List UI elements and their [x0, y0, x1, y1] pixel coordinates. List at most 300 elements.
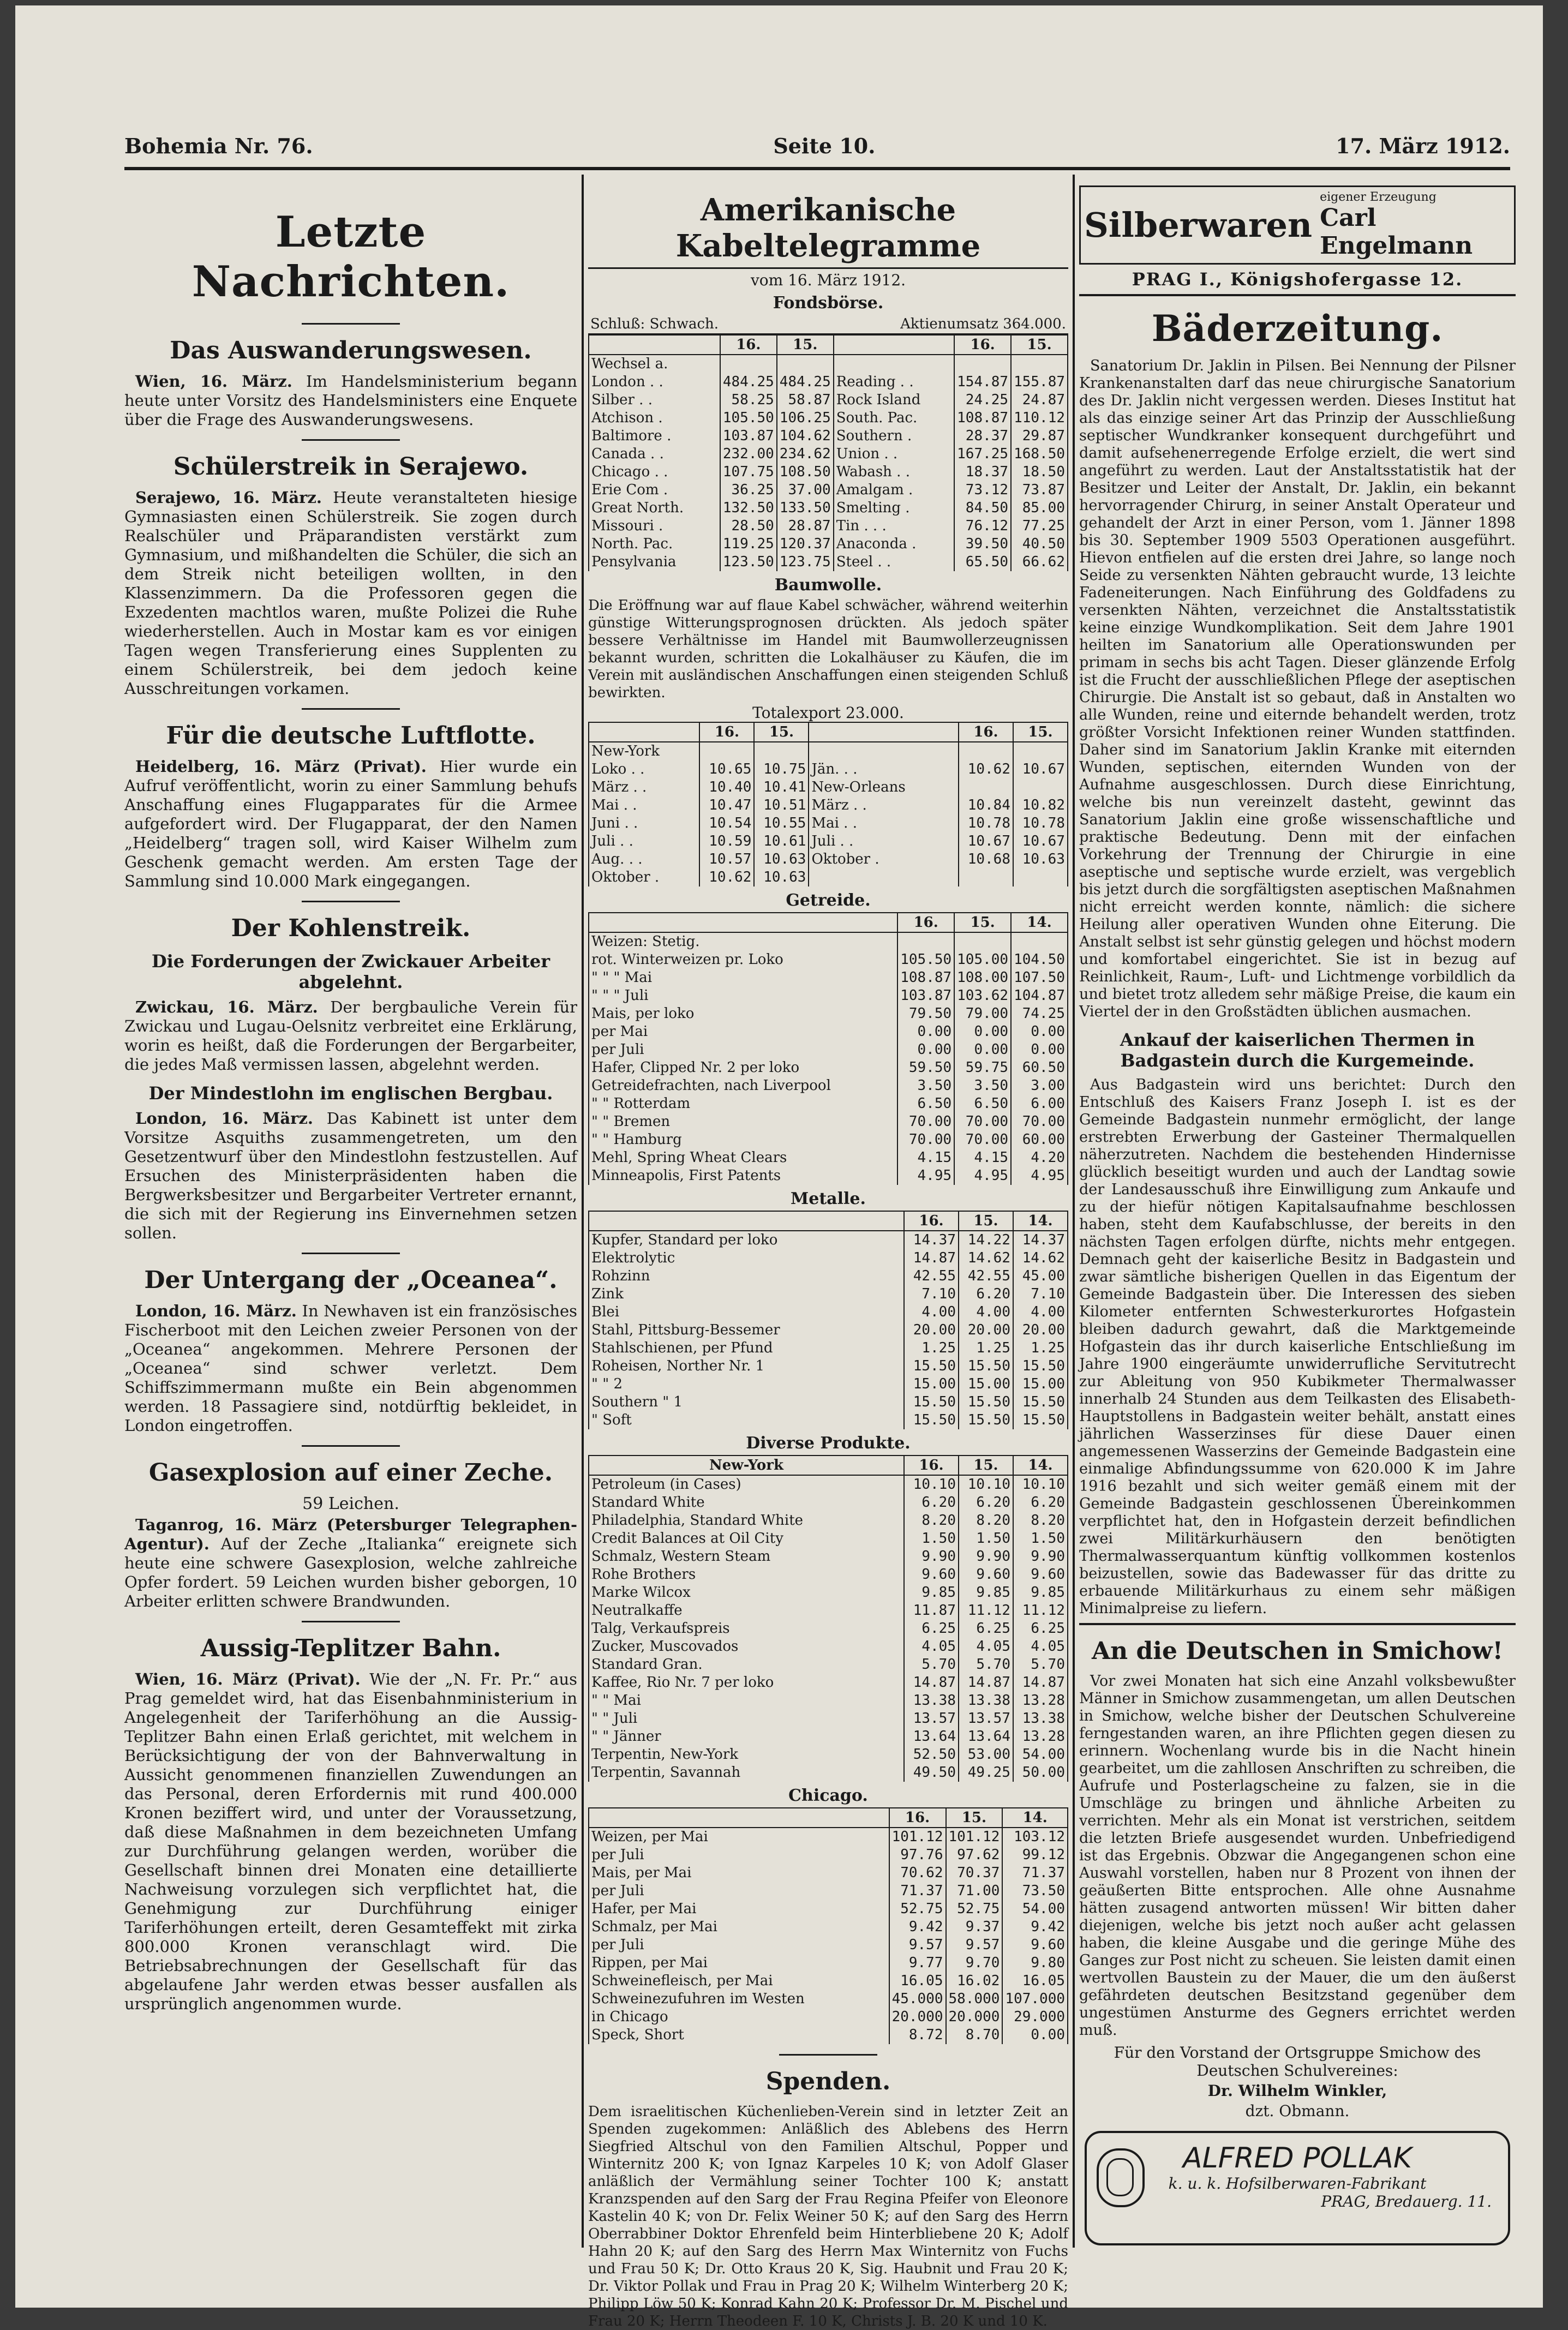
- table-cell: 15.50: [904, 1393, 959, 1411]
- article-body: Heidelberg, 16. März (Privat). Hier wurde ein Aufruf veröffentlicht, worin zu einer Sammlung behufs Anschaffung eines Flugapparates für die Armee aufgefordert wird. Der Flugapparat, der den Namen „Heidelberg“ tragen soll, wird Kaiser Wilhelm zum Geschenk gemacht werden. Am ersten Tage der Sammlung sind 10.000 Mark eingegangen.: [124, 757, 577, 890]
- table-cell: Juli . .: [589, 832, 699, 850]
- ad-address: PRAG I., Königshofergasse 12.: [1132, 269, 1463, 290]
- section-getreide: Getreide.: [786, 891, 871, 910]
- smichow-sign: Für den Vorstand der Ortsgruppe Smichow des Deutschen Schulvereines:: [1114, 2044, 1481, 2080]
- table-cell: 155.87: [1011, 373, 1068, 391]
- article-title: Das Auswanderungswesen.: [170, 337, 532, 364]
- table-cell: 10.63: [754, 850, 809, 868]
- table-header-cell: [589, 1211, 904, 1231]
- table-row: [589, 1041, 1068, 1059]
- table-cell: " " Hamburg: [589, 1131, 897, 1149]
- table-header-cell: 15.: [1011, 335, 1068, 355]
- table-cell: 107.75: [720, 463, 777, 481]
- table-cell: [699, 742, 754, 760]
- table-cell: 3.50: [954, 1077, 1011, 1095]
- table-row: [589, 1954, 1068, 1972]
- table-row: [589, 1393, 1068, 1411]
- table-cell: 7.10: [904, 1285, 959, 1303]
- table-row: [589, 1584, 1068, 1602]
- table-row: [589, 1131, 1068, 1149]
- table-cell: 101.12: [889, 1828, 946, 1846]
- table-cell: Petroleum (in Cases): [589, 1475, 904, 1494]
- table-cell: 10.67: [1013, 832, 1068, 850]
- article-subtitle: 59 Leichen.: [302, 1494, 399, 1513]
- table-row: [589, 391, 1068, 409]
- smichow-title: An die Deutschen in Smichow!: [1092, 1637, 1503, 1665]
- divider: [302, 439, 400, 441]
- table-cell: 59.75: [954, 1059, 1011, 1077]
- table-cell: 14.22: [959, 1231, 1013, 1249]
- table-cell: 29.000: [1002, 2008, 1068, 2026]
- table-cell: 9.85: [904, 1584, 959, 1602]
- table-cell: 58.87: [777, 391, 834, 409]
- table-cell: 11.12: [959, 1602, 1013, 1620]
- table-header-cell: New-York: [589, 1455, 904, 1475]
- table-cell: Rock Island: [834, 391, 954, 409]
- table-header-cell: [809, 722, 959, 742]
- table-cell: 70.00: [897, 1113, 954, 1131]
- table-cell: 4.15: [954, 1149, 1011, 1167]
- table-cell: 58.25: [720, 391, 777, 409]
- table-cell: 6.25: [1013, 1620, 1068, 1638]
- table-row: [589, 1267, 1068, 1285]
- table-cell: 0.00: [897, 1023, 954, 1041]
- table-cell: [1011, 355, 1068, 373]
- ad-own: eigener Erzeugung: [1320, 190, 1437, 204]
- table-cell: Wechsel a.: [589, 355, 720, 373]
- table-cell: Weizen: Stetig.: [589, 932, 897, 951]
- table-cell: [809, 868, 959, 887]
- table-cell: Chicago . .: [589, 463, 720, 481]
- table-cell: 5.70: [1013, 1656, 1068, 1674]
- table-row: [589, 1149, 1068, 1167]
- table-cell: 13.38: [904, 1692, 959, 1710]
- table-cell: Steel . .: [834, 553, 954, 571]
- table-cell: 0.00: [1011, 1023, 1068, 1041]
- table-cell: 15.00: [1013, 1375, 1068, 1393]
- table-cell: Philadelphia, Standard White: [589, 1512, 904, 1530]
- table-cell: 10.67: [1013, 760, 1068, 778]
- table-cell: 7.10: [1013, 1285, 1068, 1303]
- table-cell: 70.00: [954, 1113, 1011, 1131]
- table-header-cell: [834, 335, 954, 355]
- table-row: [589, 1828, 1068, 1846]
- table-row: [589, 1764, 1068, 1782]
- table-cell: 108.00: [954, 969, 1011, 987]
- table-cell: per Juli: [589, 1041, 897, 1059]
- table-cell: 10.54: [699, 814, 754, 832]
- table-cell: Marke Wilcox: [589, 1584, 904, 1602]
- table-cell: South. Pac.: [834, 409, 954, 427]
- table-cell: Terpentin, New-York: [589, 1746, 904, 1764]
- table-row: [589, 796, 1068, 814]
- table-cell: 14.62: [1013, 1249, 1068, 1267]
- table-cell: 10.55: [754, 814, 809, 832]
- divider: [302, 1445, 400, 1447]
- table-cell: 97.62: [946, 1846, 1003, 1864]
- table-cell: 6.20: [904, 1494, 959, 1512]
- table-cell: 6.20: [959, 1285, 1013, 1303]
- table-header-cell: 14.: [1013, 1455, 1068, 1475]
- table-cell: 39.50: [954, 535, 1011, 553]
- section-fonds: Fondsbörse.: [773, 294, 884, 313]
- table-row: [589, 1728, 1068, 1746]
- table-cell: Jän. . .: [809, 760, 959, 778]
- table-header-cell: [589, 1808, 889, 1828]
- getreide-table: [588, 912, 1068, 1185]
- masthead-rule: [124, 167, 1510, 170]
- table-row: [589, 373, 1068, 391]
- table-row: [589, 850, 1068, 868]
- table-cell: 9.80: [1002, 1954, 1068, 1972]
- table-cell: Getreidefrachten, nach Liverpool: [589, 1077, 897, 1095]
- table-cell: 15.50: [1013, 1411, 1068, 1429]
- table-row: [589, 1411, 1068, 1429]
- table-row: [589, 355, 1068, 373]
- table-row: [589, 1566, 1068, 1584]
- table-cell: Juni . .: [589, 814, 699, 832]
- article-body: London, 16. März. Das Kabinett ist unter dem Vorsitze Asquiths zusammengetreten, um den Gesetzentwurf über den Mindestlohn festzustellen. Auf Ersuchen des Ministerpräsidenten haben die Bergwerksbesitzer und Bergarbeiter Vertreter ernannt, die sich mit der Regierung ins Einvernehmen setzen sollen.: [124, 1109, 578, 1242]
- table-row: [589, 1918, 1068, 1936]
- table-cell: Loko . .: [589, 760, 699, 778]
- table-cell: Roheisen, Norther Nr. 1: [589, 1357, 904, 1375]
- gastein-head: Ankauf der kaiserlichen Thermen in Badgastein durch die Kurgemeinde.: [1120, 1029, 1475, 1071]
- table-cell: 4.05: [904, 1638, 959, 1656]
- table-cell: 104.87: [1011, 987, 1068, 1005]
- table-row: [589, 409, 1068, 427]
- table-header-cell: 16.: [904, 1455, 959, 1475]
- table-cell: 5.70: [959, 1656, 1013, 1674]
- table-cell: 106.25: [777, 409, 834, 427]
- table-cell: 15.50: [959, 1411, 1013, 1429]
- table-row: [589, 1710, 1068, 1728]
- table-cell: Great North.: [589, 499, 720, 517]
- table-row: [589, 1602, 1068, 1620]
- table-cell: 103.87: [720, 427, 777, 445]
- table-cell: 18.50: [1011, 463, 1068, 481]
- table-cell: 73.50: [1002, 1882, 1068, 1900]
- table-cell: 73.87: [1011, 481, 1068, 499]
- table-cell: [959, 778, 1013, 796]
- table-header-cell: 14.: [1002, 1808, 1068, 1828]
- table-cell: 6.50: [954, 1095, 1011, 1113]
- table-cell: 59.50: [897, 1059, 954, 1077]
- table-cell: 3.00: [1011, 1077, 1068, 1095]
- table-cell: 20.000: [889, 2008, 946, 2026]
- table-header-cell: 16.: [699, 722, 754, 742]
- table-cell: Amalgam .: [834, 481, 954, 499]
- table-cell: 85.00: [1011, 499, 1068, 517]
- table-cell: Reading . .: [834, 373, 954, 391]
- table-row: [589, 1638, 1068, 1656]
- table-header-cell: 15.: [959, 1455, 1013, 1475]
- table-cell: 66.62: [1011, 553, 1068, 571]
- table-cell: North. Pac.: [589, 535, 720, 553]
- table-cell: 105.50: [897, 951, 954, 969]
- table-cell: 14.37: [1013, 1231, 1068, 1249]
- table-cell: 20.000: [946, 2008, 1003, 2026]
- table-cell: 73.12: [954, 481, 1011, 499]
- fonds-status: Schluß: Schwach. Aktienumsatz 364.000.: [588, 315, 1068, 334]
- table-cell: 45.00: [1013, 1267, 1068, 1285]
- table-cell: 1.50: [904, 1530, 959, 1548]
- table-cell: 104.50: [1011, 951, 1068, 969]
- table-cell: 4.15: [897, 1149, 954, 1167]
- main-title: Letzte Nachrichten.: [191, 207, 510, 307]
- left-column: [124, 185, 577, 2248]
- table-cell: Canada . .: [589, 445, 720, 463]
- table-cell: 28.37: [954, 427, 1011, 445]
- article-title: Gasexplosion auf einer Zeche.: [148, 1459, 553, 1487]
- table-cell: Terpentin, Savannah: [589, 1764, 904, 1782]
- table-cell: Minneapolis, First Patents: [589, 1167, 897, 1185]
- table-cell: 10.59: [699, 832, 754, 850]
- table-cell: per Juli: [589, 1882, 889, 1900]
- table-row: [589, 814, 1068, 832]
- table-cell: 6.00: [1011, 1095, 1068, 1113]
- table-row: [589, 1972, 1068, 1990]
- middle-column: [588, 185, 1068, 2329]
- table-cell: [954, 932, 1011, 951]
- table-cell: 0.00: [954, 1041, 1011, 1059]
- table-row: [589, 987, 1068, 1005]
- table-cell: 20.00: [904, 1321, 959, 1339]
- table-cell: Hafer, Clipped Nr. 2 per loko: [589, 1059, 897, 1077]
- article-title: Der Kohlenstreik.: [231, 914, 471, 942]
- table-cell: [809, 742, 959, 760]
- newspaper-page: [15, 5, 1543, 2329]
- table-cell: 10.10: [1013, 1475, 1068, 1494]
- table-row: [589, 1303, 1068, 1321]
- table-cell: Southern .: [834, 427, 954, 445]
- table-cell: 10.65: [699, 760, 754, 778]
- table-row: [589, 969, 1068, 987]
- table-row: [589, 445, 1068, 463]
- table-cell: " " " Juli: [589, 987, 897, 1005]
- table-cell: Hafer, per Mai: [589, 1900, 889, 1918]
- section-chicago: Chicago.: [788, 1786, 868, 1805]
- article-body: Wien, 16. März. Im Handelsministerium begann heute unter Vorsitz des Handelsministers eine Enquete über die Frage des Auswanderungswesens.: [124, 372, 577, 429]
- table-cell: 108.50: [777, 463, 834, 481]
- table-cell: 15.50: [1013, 1393, 1068, 1411]
- table-row: [589, 1512, 1068, 1530]
- table-cell: " " Bremen: [589, 1113, 897, 1131]
- table-cell: 10.10: [904, 1475, 959, 1494]
- spenden-text: Dem israelitischen Küchenlieben-Verein sind in letzter Zeit an Spenden zugekommen: Anläßlich des Ablebens des Herrn Siegfried Altschul von den Familien Altschul, Popper und Winternitz 200 K; von Ignaz Karpeles 10 K; von Adolf Glaser anläßlich der Vermählung seiner Tochter 100 K; anstatt Kranzspenden auf den Sarg der Frau Regina Pfeifer von Eleonore Kastelin 40 K; von Dr. Felix Weiner 50 K; auf den Sarg des Herrn Oberrabbiner Doktor Ehrenfeld beim Hinterbliebene 20 K; Adolf Hahn 20 K; auf den Sarg des Herrn Max Winternitz von Fuchs und Frau 50 K; Dr. Otto Kraus 20 K, Sig. Haubnit und Frau 20 K; Dr. Viktor Pollak und Frau in Prag 20 K; Wilhelm Winterberg 20 K; Philipp Löw 50 K; Konrad Kahn 20 K; Professor Dr. M. Pischel und Frau 20 K; Herrn Theodeen F. 10 K, Christs J. B. 20 K und 10 K.: [588, 2104, 1068, 2329]
- table-cell: 120.37: [777, 535, 834, 553]
- table-cell: 105.50: [720, 409, 777, 427]
- table-cell: 79.00: [954, 1005, 1011, 1023]
- article-body: Serajewo, 16. März. Heute veranstalteten hiesige Gymnasiasten einen Schülerstreik. Sie zogen durch Realschüler und Präparandisten verstärkt zum Gymnasium, und mißhandelten die Schüler, die sich an dem Streik nicht beteiligen wollten, in den Klassenzimmern. Da die Professoren gegen die Exzedenten machtlos waren, mußte Polizei die Ruhe wiederherstellen. Auch in Mostar kam es vor einigen Tagen wegen Transferierung eines Supplenten zu einem Schülerstreik, bei dem jedoch keine Ausschreitungen vorkamen.: [124, 488, 577, 698]
- table-cell: Standard Gran.: [589, 1656, 904, 1674]
- metalle-table: [588, 1211, 1068, 1429]
- baumwolle-export: Totalexport 23.000.: [752, 704, 904, 722]
- table-cell: 6.20: [959, 1494, 1013, 1512]
- table-cell: Blei: [589, 1303, 904, 1321]
- table-row: [589, 760, 1068, 778]
- table-cell: Rohzinn: [589, 1267, 904, 1285]
- table-cell: 154.87: [954, 373, 1011, 391]
- table-cell: 40.50: [1011, 535, 1068, 553]
- table-row: [589, 1249, 1068, 1267]
- table-cell: Southern " 1: [589, 1393, 904, 1411]
- table-cell: Stahlschienen, per Pfund: [589, 1339, 904, 1357]
- article-title: Schülerstreik in Serajewo.: [173, 453, 529, 481]
- table-cell: 10.57: [699, 850, 754, 868]
- table-cell: 53.00: [959, 1746, 1013, 1764]
- table-cell: 15.00: [959, 1375, 1013, 1393]
- table-header-cell: 16.: [720, 335, 777, 355]
- table-cell: 97.76: [889, 1846, 946, 1864]
- table-cell: 9.42: [889, 1918, 946, 1936]
- table-cell: 9.37: [946, 1918, 1003, 1936]
- table-cell: 9.90: [1013, 1548, 1068, 1566]
- table-cell: Aug. . .: [589, 850, 699, 868]
- table-cell: Union . .: [834, 445, 954, 463]
- table-cell: 49.25: [959, 1764, 1013, 1782]
- article-title: Für die deutsche Luftflotte.: [166, 722, 536, 750]
- table-cell: 9.60: [959, 1566, 1013, 1584]
- table-cell: 11.12: [1013, 1602, 1068, 1620]
- table-cell: rot. Winterweizen pr. Loko: [589, 951, 897, 969]
- table-cell: 28.87: [777, 517, 834, 535]
- table-cell: 52.75: [946, 1900, 1003, 1918]
- table-cell: 168.50: [1011, 445, 1068, 463]
- table-row: [589, 1846, 1068, 1864]
- table-cell: 49.50: [904, 1764, 959, 1782]
- table-row: [589, 951, 1068, 969]
- table-row: [589, 1321, 1068, 1339]
- table-cell: Wabash . .: [834, 463, 954, 481]
- table-row: [589, 1494, 1068, 1512]
- table-cell: 0.00: [1011, 1041, 1068, 1059]
- table-cell: 15.50: [959, 1393, 1013, 1411]
- divider: [302, 901, 400, 902]
- rule: [1079, 294, 1516, 296]
- table-cell: 10.68: [959, 850, 1013, 868]
- table-cell: 14.87: [1013, 1674, 1068, 1692]
- pollak-tag: k. u. k. Hofsilberwaren-Fabrikant: [1168, 2175, 1427, 2193]
- cable-date: vom 16. März 1912.: [750, 271, 906, 289]
- table-cell: Schmalz, Western Steam: [589, 1548, 904, 1566]
- table-cell: 9.85: [1013, 1584, 1068, 1602]
- table-cell: 71.37: [889, 1882, 946, 1900]
- table-row: [589, 1692, 1068, 1710]
- table-cell: " " Mai: [589, 1692, 904, 1710]
- table-row: [589, 1339, 1068, 1357]
- table-cell: 14.37: [904, 1231, 959, 1249]
- table-cell: 10.47: [699, 796, 754, 814]
- table-cell: " " Jänner: [589, 1728, 904, 1746]
- table-cell: 10.63: [754, 868, 809, 887]
- table-row: [589, 1023, 1068, 1041]
- table-cell: 58.000: [946, 1990, 1003, 2008]
- table-row: [589, 1231, 1068, 1249]
- table-cell: 11.87: [904, 1602, 959, 1620]
- table-row: [589, 1746, 1068, 1764]
- table-cell: 101.12: [946, 1828, 1003, 1846]
- table-cell: 8.20: [1013, 1512, 1068, 1530]
- table-row: [589, 553, 1068, 571]
- table-cell: Schmalz, per Mai: [589, 1918, 889, 1936]
- table-cell: 14.62: [959, 1249, 1013, 1267]
- baumwolle-text: Die Eröffnung war auf flaue Kabel schwächer, während weiterhin günstige Witterungsprognosen drückten. Als jedoch später bessere Verhältnisse im Handel mit Baumwollerzeugnissen bekannt wurden, schritten die Lokalhäuser zu Käufen, die im Verein mit ausländischen Anschaffungen einen steigenden Schluß bewirkten.: [588, 597, 1068, 701]
- table-header-cell: 15.: [1013, 722, 1068, 742]
- table-cell: Mai . .: [589, 796, 699, 814]
- divider: [302, 1253, 400, 1254]
- table-cell: Rippen, per Mai: [589, 1954, 889, 1972]
- divider: [302, 323, 400, 325]
- table-cell: 8.20: [959, 1512, 1013, 1530]
- masthead: [124, 127, 1510, 165]
- table-cell: 14.87: [904, 1674, 959, 1692]
- table-cell: " Soft: [589, 1411, 904, 1429]
- table-header-cell: 15.: [959, 1211, 1013, 1231]
- table-cell: 4.95: [1011, 1167, 1068, 1185]
- table-row: [589, 499, 1068, 517]
- table-header-cell: 16.: [959, 722, 1013, 742]
- table-cell: Anaconda .: [834, 535, 954, 553]
- table-cell: 108.87: [897, 969, 954, 987]
- table-cell: 16.02: [946, 1972, 1003, 1990]
- table-cell: 10.51: [754, 796, 809, 814]
- table-cell: 10.84: [959, 796, 1013, 814]
- table-cell: 104.62: [777, 427, 834, 445]
- table-row: [589, 1548, 1068, 1566]
- diverse-table: [588, 1455, 1068, 1782]
- table-cell: " " Juli: [589, 1710, 904, 1728]
- table-cell: 0.00: [897, 1041, 954, 1059]
- divider: [302, 1621, 400, 1622]
- table-cell: 65.50: [954, 553, 1011, 571]
- table-row: [589, 1375, 1068, 1393]
- table-cell: [954, 355, 1011, 373]
- table-cell: per Juli: [589, 1936, 889, 1954]
- table-row: [589, 1674, 1068, 1692]
- table-row: [589, 1900, 1068, 1918]
- table-cell: 50.00: [1013, 1764, 1068, 1782]
- divider: [779, 2054, 877, 2056]
- table-cell: 16.05: [1002, 1972, 1068, 1990]
- table-cell: 20.00: [1013, 1321, 1068, 1339]
- table-cell: Tin . . .: [834, 517, 954, 535]
- table-cell: " " Rotterdam: [589, 1095, 897, 1113]
- table-cell: [1013, 778, 1068, 796]
- table-row: [589, 932, 1068, 951]
- table-cell: 103.62: [954, 987, 1011, 1005]
- table-cell: 15.50: [959, 1357, 1013, 1375]
- column-divider-2: [1073, 175, 1075, 2248]
- table-cell: 4.95: [954, 1167, 1011, 1185]
- table-cell: Mehl, Spring Wheat Clears: [589, 1149, 897, 1167]
- table-row: [589, 832, 1068, 850]
- article-title: Aussig-Teplitzer Bahn.: [200, 1634, 501, 1662]
- rule: [1079, 1623, 1516, 1625]
- table-row: [589, 1113, 1068, 1131]
- table-cell: 60.00: [1011, 1131, 1068, 1149]
- table-row: [589, 1530, 1068, 1548]
- table-header-cell: [589, 335, 720, 355]
- table-cell: Mais, per loko: [589, 1005, 897, 1023]
- table-cell: 110.12: [1011, 409, 1068, 427]
- pollak-address: PRAG, Bredauerg. 11.: [1321, 2193, 1492, 2211]
- table-cell: 10.10: [959, 1475, 1013, 1494]
- table-cell: 123.75: [777, 553, 834, 571]
- table-row: [589, 1357, 1068, 1375]
- table-header-cell: 14.: [1013, 1211, 1068, 1231]
- table-cell: 484.25: [777, 373, 834, 391]
- table-header-cell: 16.: [904, 1211, 959, 1231]
